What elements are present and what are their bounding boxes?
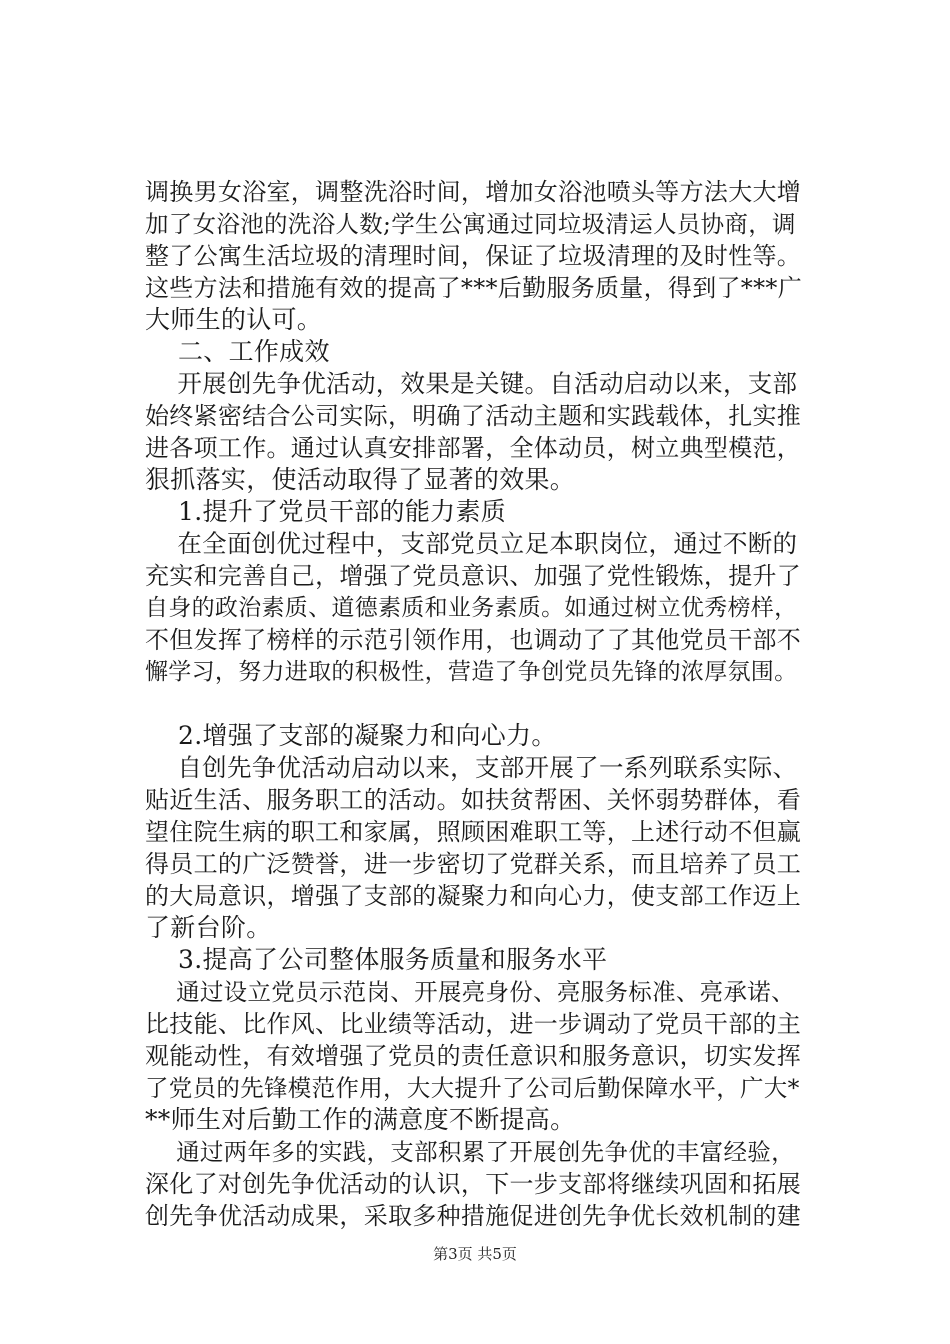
subsection-heading: 2.增强了支部的凝聚力和向心力。 [145,721,557,750]
subsection-heading: 1.提升了党员干部的能力素质 [145,497,507,526]
section-heading: 二、工作成效 [145,337,330,366]
text-line: 自身的政治素质、道德素质和业务素质。如通过树立优秀榜样， [145,595,798,621]
text-line: 比技能、比作风、比业绩等活动，进一步调动了党员干部的主 [145,1010,802,1038]
text-line: 创先争优活动成果，采取多种措施促进创先争优长效机制的建 [145,1202,802,1230]
text-line: 始终紧密结合公司实际，明确了活动主题和实践载体，扎实推 [145,402,802,430]
text-line: 充实和完善自己，增强了党员意识、加强了党性锻炼，提升了 [145,562,802,590]
text-line: 不但发挥了榜样的示范引领作用，也调动了了其他党员干部不 [145,626,802,654]
text-line: 通过两年多的实践，支部积累了开展创先争优的丰富经验， [145,1138,795,1166]
text-line: 了党员的先锋模范作用，大大提升了公司后勤保障水平，广大* [145,1074,800,1102]
text-line: 自创先争优活动启动以来，支部开展了一系列联系实际、 [145,753,798,782]
text-line: 深化了对创先争优活动的认识，下一步支部将继续巩固和拓展 [145,1170,802,1198]
text-line: 大师生的认可。 [145,305,323,334]
text-line: 了新台阶。 [145,913,272,942]
text-line: 观能动性，有效增强了党员的责任意识和服务意识，切实发挥 [145,1042,802,1070]
text-line: 这些方法和措施有效的提高了***后勤服务质量，得到了***广 [145,274,802,302]
text-line: 贴近生活、服务职工的活动。如扶贫帮困、关怀弱势群体，看 [145,786,802,814]
text-line: 望住院生病的职工和家属，照顾困难职工等，上述行动不但赢 [145,818,802,846]
text-line: **师生对后勤工作的满意度不断提高。 [145,1105,576,1134]
text-line: 调换男女浴室，调整洗浴时间，增加女浴池喷头等方法大大增 [145,178,802,206]
text-line: 的大局意识，增强了支部的凝聚力和向心力，使支部工作迈上 [145,882,802,910]
text-line: 在全面创优过程中，支部党员立足本职岗位，通过不断的 [145,529,798,558]
text-line: 整了公寓生活垃圾的清理时间，保证了垃圾清理的及时性等。 [145,242,802,270]
text-line: 懈学习，努力进取的积极性，营造了争创党员先锋的浓厚氛围。 [145,659,798,685]
text-line: 开展创先争优活动，效果是关键。自活动启动以来，支部 [145,369,798,398]
subsection-heading: 3.提高了公司整体服务质量和服务水平 [145,945,608,974]
text-line: 得员工的广泛赞誉，进一步密切了党群关系，而且培养了员工 [145,850,802,878]
text-line: 通过设立党员示范岗、开展亮身份、亮服务标准、亮承诺、 [145,978,795,1006]
text-line: 狠抓落实，使活动取得了显著的效果。 [145,465,576,494]
page-footer: 第3页 共5页 [433,1245,517,1263]
text-line: 加了女浴池的洗浴人数;学生公寓通过同垃圾清运人员协商，调 [145,210,796,238]
text-line: 进各项工作。通过认真安排部署，全体动员，树立典型模范， [145,434,802,462]
